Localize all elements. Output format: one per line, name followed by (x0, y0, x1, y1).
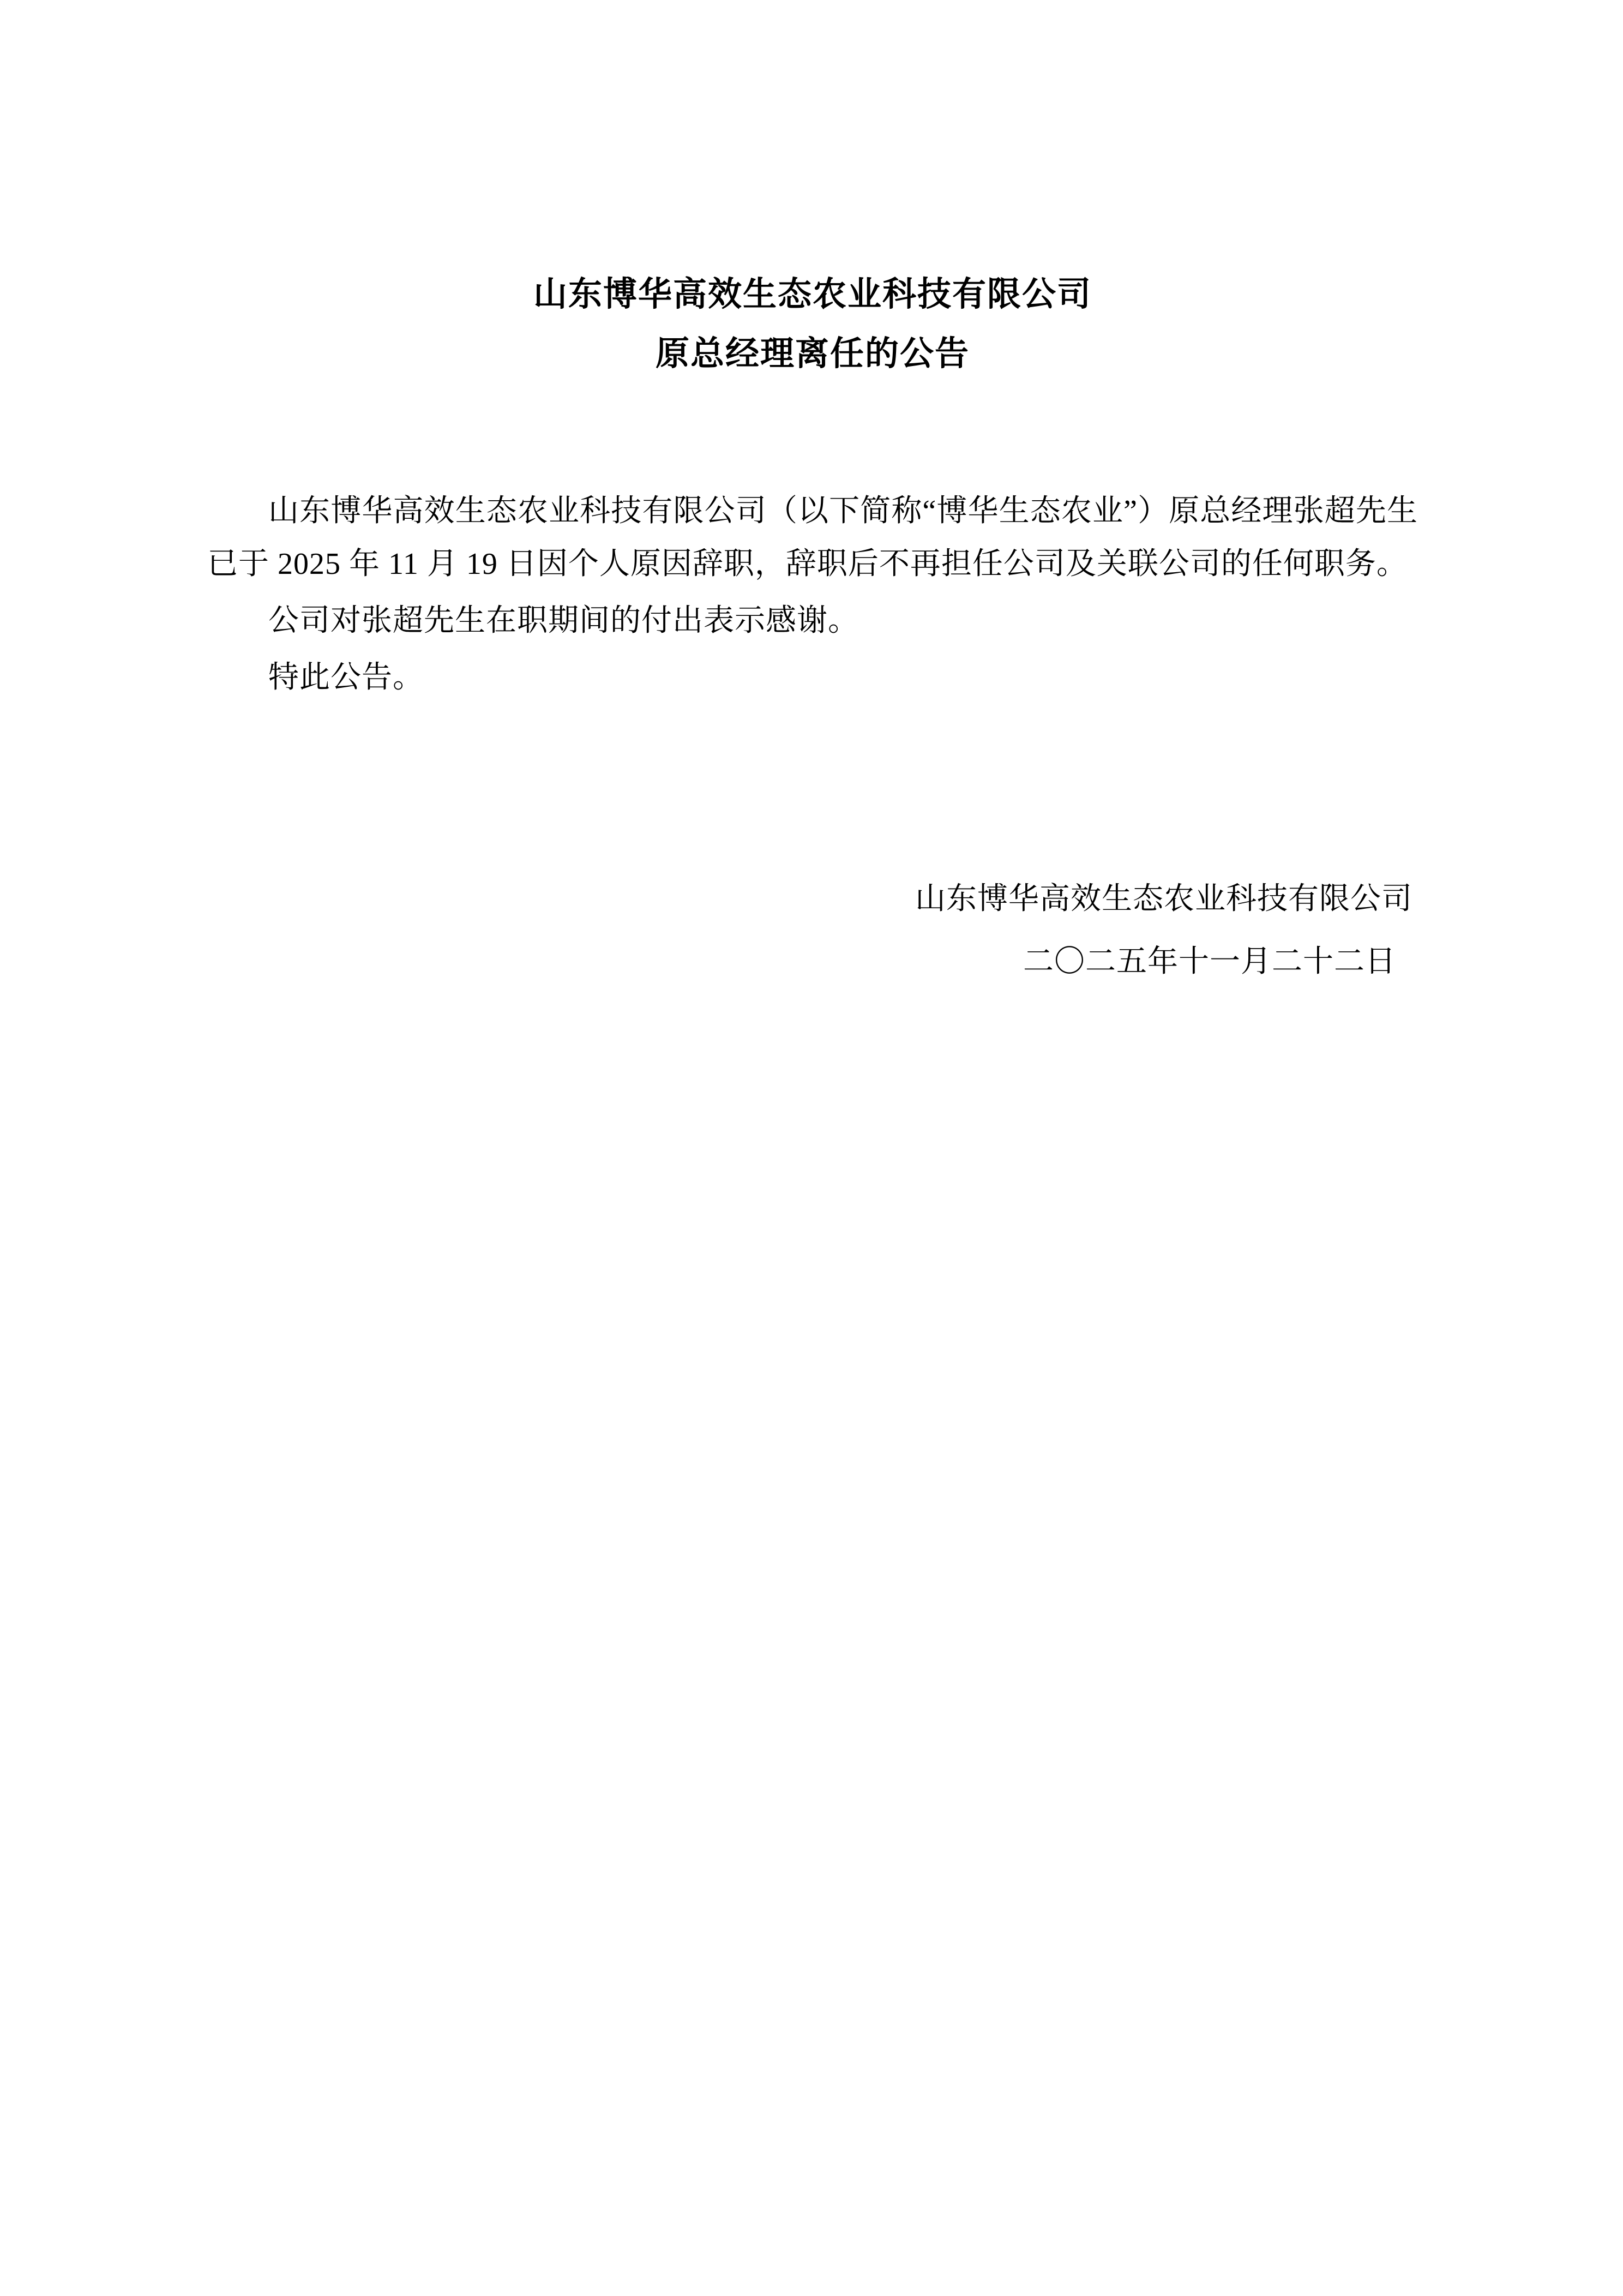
title-line-2: 原总经理离任的公告 (655, 335, 970, 373)
paragraph-3: 特此公告。 (268, 661, 424, 695)
paragraph-2: 公司对张超先生在职期间的付出表示感谢。 (268, 603, 859, 638)
signature-block (207, 873, 1418, 988)
paragraph-1: 山东博华高效生态农业科技有限公司（以下简称“博华生态农业”）原总经理张超先生已于 2025 年 11 月 19 日因个人原因辞职，辞职后不再担任公司及关联公司的任何职务。 (207, 494, 1418, 581)
signature-company: 山东博华高效生态农业科技有限公司 (915, 882, 1412, 916)
document-content (207, 273, 1418, 988)
title-line-1: 山东博华高效生态农业科技有限公司 (533, 276, 1092, 313)
document-body (207, 485, 1418, 704)
signature-date: 二〇二五年十一月二十二日 (1023, 944, 1396, 979)
page-title (207, 273, 1418, 376)
